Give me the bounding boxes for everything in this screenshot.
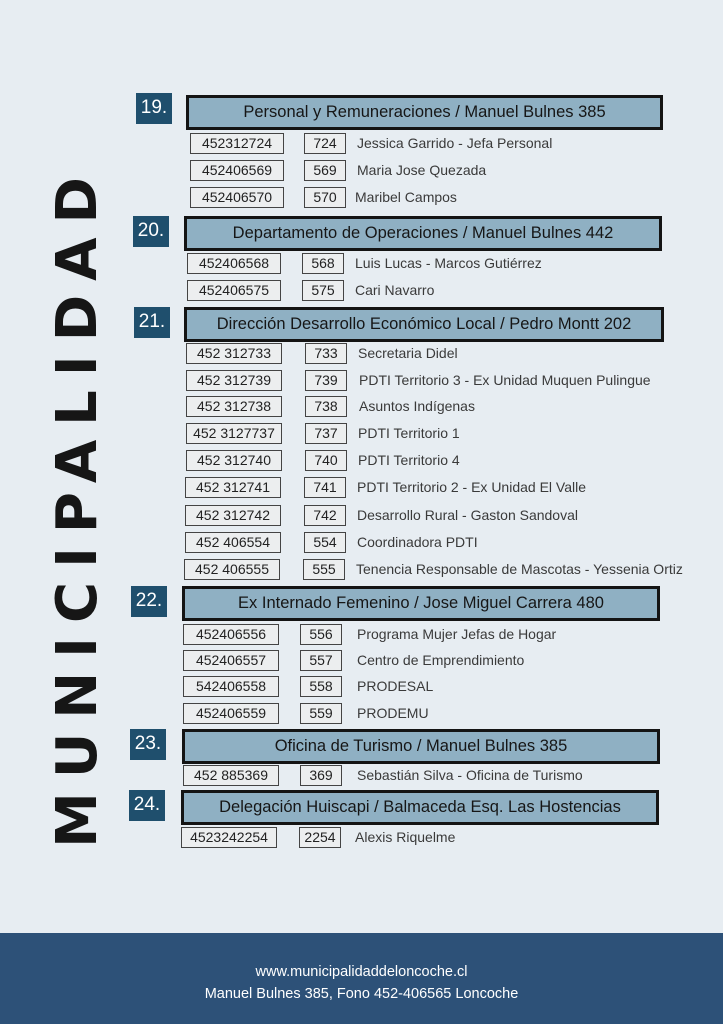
section-number: 24. [129, 790, 165, 821]
extension[interactable]: 558 [300, 676, 342, 697]
extension[interactable]: 724 [304, 133, 346, 154]
contact-name: Jessica Garrido - Jefa Personal [357, 135, 553, 151]
extension[interactable]: 570 [304, 187, 346, 208]
contact-name: Programa Mujer Jefas de Hogar [357, 626, 557, 642]
contact-name: Maria Jose Quezada [357, 162, 487, 178]
section-header: Oficina de Turismo / Manuel Bulnes 385 [182, 729, 660, 764]
section-header: Personal y Remuneraciones / Manuel Bulnes 385 [186, 95, 663, 130]
extension[interactable]: 557 [300, 650, 342, 671]
phone-number[interactable]: 452406569 [190, 160, 284, 181]
contact-name: Luis Lucas - Marcos Gutiérrez [355, 255, 542, 271]
contact-name: Sebastián Silva - Oficina de Turismo [357, 767, 583, 783]
extension[interactable]: 555 [303, 559, 345, 580]
contact-name: Asuntos Indígenas [359, 398, 475, 414]
phone-number[interactable]: 4523242254 [181, 827, 277, 848]
extension[interactable]: 569 [304, 160, 346, 181]
phone-number[interactable]: 452406557 [183, 650, 279, 671]
phone-number[interactable]: 452 406554 [185, 532, 281, 553]
section-header: Delegación Huiscapi / Balmaceda Esq. Las Hostencias [181, 790, 659, 825]
phone-number[interactable]: 452 406555 [184, 559, 280, 580]
extension[interactable]: 556 [300, 624, 342, 645]
phone-number[interactable]: 452406559 [183, 703, 279, 724]
phone-number[interactable]: 452 3127737 [186, 423, 282, 444]
section-number: 20. [133, 216, 169, 247]
phone-number[interactable]: 452 312740 [186, 450, 282, 471]
phone-number[interactable]: 452 312738 [186, 396, 282, 417]
phone-number[interactable]: 452 312741 [185, 477, 281, 498]
extension[interactable]: 739 [305, 370, 347, 391]
section-number: 22. [131, 586, 167, 617]
contact-name: Cari Navarro [355, 282, 435, 298]
section-number: 19. [136, 93, 172, 124]
contact-name: PDTI Territorio 1 [358, 425, 460, 441]
phone-number[interactable]: 452406575 [187, 280, 281, 301]
phone-number[interactable]: 452 312739 [186, 370, 282, 391]
extension[interactable]: 575 [302, 280, 344, 301]
phone-number[interactable]: 452406556 [183, 624, 279, 645]
vertical-title-text: MUNICIPALIDAD [44, 162, 110, 848]
section-header: Ex Internado Femenino / Jose Miguel Carrera 480 [182, 586, 660, 621]
contact-name: PDTI Territorio 4 [358, 452, 460, 468]
contact-name: PRODESAL [357, 678, 434, 694]
phone-number[interactable]: 452406570 [190, 187, 284, 208]
phone-number[interactable]: 452406568 [187, 253, 281, 274]
extension[interactable]: 559 [300, 703, 342, 724]
extension[interactable]: 568 [302, 253, 344, 274]
phone-number[interactable]: 452 885369 [183, 765, 279, 786]
extension[interactable]: 733 [305, 343, 347, 364]
footer-address: Manuel Bulnes 385, Fono 452-406565 Loncoche [204, 986, 519, 1002]
contact-name: Desarrollo Rural - Gaston Sandoval [357, 507, 578, 523]
contact-name: Secretaria Didel [358, 345, 458, 361]
contact-name: Alexis Riquelme [355, 829, 456, 845]
extension[interactable]: 737 [305, 423, 347, 444]
phone-number[interactable]: 452 312742 [185, 505, 281, 526]
vertical-title [42, 150, 112, 860]
section-header: Departamento de Operaciones / Manuel Bulnes 442 [184, 216, 662, 251]
contact-name: Coordinadora PDTI [357, 534, 478, 550]
contact-name: Centro de Emprendimiento [357, 652, 525, 668]
section-number: 21. [134, 307, 170, 338]
extension[interactable]: 742 [304, 505, 346, 526]
section-header: Dirección Desarrollo Económico Local / Pedro Montt 202 [184, 307, 664, 342]
extension[interactable]: 740 [305, 450, 347, 471]
extension[interactable]: 369 [300, 765, 342, 786]
footer-website-link[interactable]: www.municipalidaddeloncoche.cl [255, 964, 468, 980]
extension[interactable]: 554 [304, 532, 346, 553]
extension[interactable]: 2254 [299, 827, 341, 848]
contact-name: PRODEMU [357, 705, 429, 721]
extension[interactable]: 738 [305, 396, 347, 417]
contact-name: PDTI Territorio 3 - Ex Unidad Muquen Pulingue [359, 372, 651, 388]
footer [0, 933, 723, 1024]
phone-number[interactable]: 452312724 [190, 133, 284, 154]
phone-number[interactable]: 452 312733 [186, 343, 282, 364]
section-number: 23. [130, 729, 166, 760]
contact-name: Maribel Campos [355, 189, 457, 205]
extension[interactable]: 741 [304, 477, 346, 498]
contact-name: Tenencia Responsable de Mascotas - Yessenia Ortiz [356, 561, 683, 577]
phone-number[interactable]: 542406558 [183, 676, 279, 697]
contact-name: PDTI Territorio 2 - Ex Unidad El Valle [357, 479, 587, 495]
